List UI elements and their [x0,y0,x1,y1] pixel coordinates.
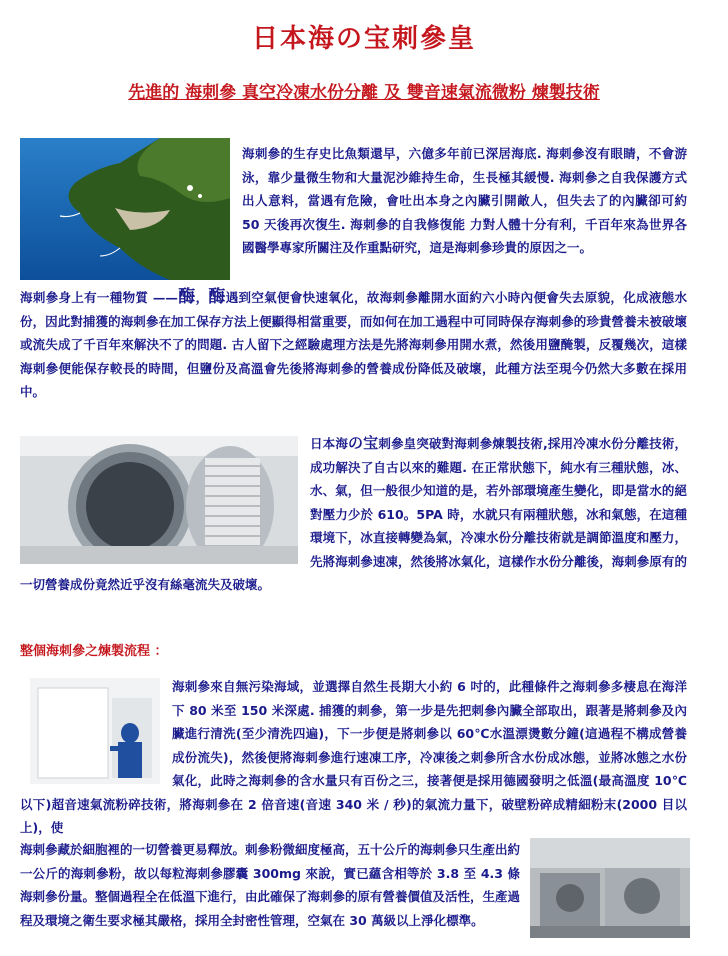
enzyme-word-2: 酶 [208,287,226,307]
enzyme-paragraph [20,286,687,404]
enzyme-post: 遇到空氣便會快速氧化，故海刺參離開水面約六小時內便會失去原貌，化成液態水份，因此對捕獲的海刺參在加工保存方法上便顯得相當重要，而如何在加工過程中可同時保存海刺參的珍貴營養未被破壞或流失成了千百年來解決不了的問題. 古人留下之經驗處理方法是先將海刺參用開水煮，然後用鹽醃製，反覆幾次，這樣海刺參便能保存較長的時間，但鹽份及高溫會先後將海刺參的營養成份降低及破壞，此種方法至現今仍然大多數在採用中。 [20,290,687,399]
freeze-image-spacer [20,432,310,562]
process-paragraph-1 [20,675,687,840]
page-title: 日本海の宝刺參皇 [251,24,476,54]
freeze-brand-em: の宝 [348,434,379,452]
coastline-photo [20,138,230,280]
freeze-paragraph [20,432,687,597]
freeze-text: 刺參皇突破對海刺參煉製技術,採用冷凍水份分離技術，成功解決了自古以來的難題. 在正常狀態下，純水有三種狀態，冰、水、氣，但一般很少知道的是，若外部環境產生變化，即是當水的絕對壓力少於 610。5PA 時，水就只有兩種狀態，冰和氣態，在這種環境下，冰直接轉變為氣，冷凍水份分離技術就是調節溫度和壓力，先將海刺參速凍，然後將冰氣化，這樣作水份分離後，海刺參原有的一切營養成份竟然近乎沒有絲毫流失及破壞。 [20,436,687,592]
process-text-1: 海刺參來自無污染海域，並選擇自然生長期大小約 6 吋的，此種條件之海刺參多棲息在海洋下 80 米至 150 米深處. 捕獲的刺參，第一步是先把刺參內臟全部取出，跟著是將刺參及內臟進行清洗(至少清洗四遍)，下一步便是將刺參以 60℃水溫漂燙數分鐘(這過程不構成營養成份流失)，然後便將海刺參進行速凍工序，冷凍後之刺參所含水份成冰態，並將冰態之水份氣化，此時之海刺參的含水量只有百份之三，接著便是採用德國發明之低溫(最高溫度 10℃以下)超音速氣流粉碎技術，將海刺參在 2 倍音速(音速 340 米 / 秒)的氣流力量下，破壁粉碎成精細粉末(2000 目以上)，使 [20,679,687,835]
page-subtitle: 先進的 海刺參 真空冷凍水份分離 及 雙音速氣流微粉 煉製技術 [128,83,600,103]
enzyme-word: 酶 [177,287,196,307]
intro-paragraph: 海刺參的生存史比魚類還早，六億多年前已深居海底. 海刺參沒有眼睛，不會游泳，靠少量微生物和大量泥沙維持生命，生長極其緩慢. 海刺參之自我保護方式出人意料，當遇有危險，會吐出本身之內臟引開敵人，但失去了的內臟卻可約 50 天後再次復生. 海刺參的自我修復能 力對人體十分有利，千百年來為世界各國醫學專家所關注及作重點研究，這是海刺參珍貴的原因之一。 [242,146,687,255]
enzyme-sep: ， [195,290,209,305]
process-paragraph-2: 海刺參藏於細胞裡的一切營養更易釋放。刺參粉微細度極高，五十公斤的海刺參只生產出約一公斤的海刺參粉，故以每粒海刺參膠囊 300mg 來說，實已蘊含相等於 3.8 至 4.3 條海刺參份量。整個過程全在低溫下進行，由此確保了海刺參的原有營養價值及活性，生產過程及環境之衛生要求極其嚴格，採用全封密性管理，空氣在 30 萬級以上淨化標準。 [20,842,521,928]
factory-machine-photo [530,838,690,938]
process-heading: 整個海刺參之煉製流程 ： [20,644,168,659]
worker-image-spacer [20,675,172,787]
freeze-brand: 日本海 [310,436,348,451]
enzyme-pre: 海刺參身上有一種物質 —— [20,290,178,305]
